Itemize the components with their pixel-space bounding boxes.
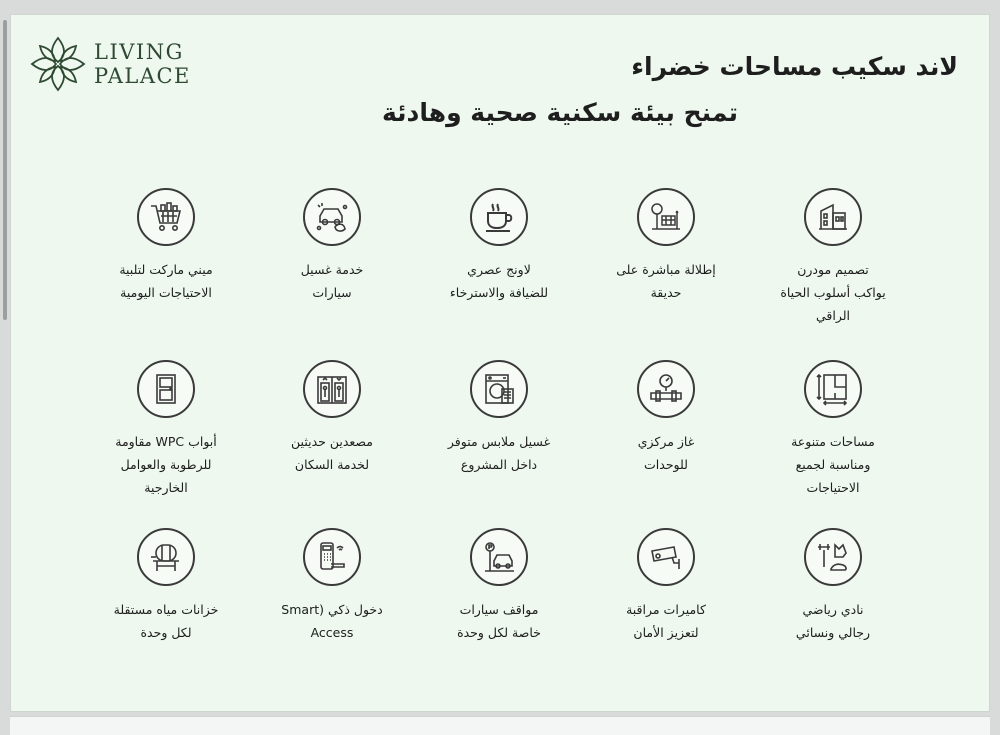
feature-label-line: خاصة لكل وحدة: [457, 625, 541, 640]
next-page-edge: [10, 716, 990, 735]
feature-cameras: [591, 528, 741, 644]
parking-icon: [481, 539, 517, 575]
feature-label-line: حديقة: [650, 285, 682, 300]
laundry-icon: [481, 371, 517, 407]
modern-building-icon: [815, 199, 851, 235]
coffee-cup-icon: [481, 199, 517, 235]
feature-parking: [424, 528, 574, 644]
water-tank-icon: [148, 539, 184, 575]
feature-label-line: Access: [310, 625, 354, 640]
feature-modern-design: [758, 188, 908, 327]
feature-laundry: [424, 360, 574, 476]
feature-label-line: ميني ماركت لتلبية: [119, 262, 213, 277]
feature-label-line: الخارجية: [144, 480, 188, 495]
floor-plan-icon: [815, 371, 851, 407]
smart-lock-icon: [314, 539, 350, 575]
feature-label-line: داخل المشروع: [460, 457, 538, 472]
page-subtitle: تمنح بيئة سكنية صحية وهادئة: [381, 98, 738, 127]
mini-market-cart-icon: [148, 199, 184, 235]
gas-meter-icon: [648, 371, 684, 407]
feature-car-wash: [257, 188, 407, 304]
feature-label-line: للضيافة والاسترخاء: [449, 285, 549, 300]
feature-label-line: للرطوبة والعوامل: [120, 457, 212, 472]
feature-label-line: تصميم مودرن: [797, 262, 869, 277]
feature-label-line: لخدمة السكان: [294, 457, 370, 472]
feature-label-line: مصعدين حديثين: [291, 434, 373, 449]
feature-label-line: لاونج عصري: [467, 262, 531, 277]
door-icon: [148, 371, 184, 407]
feature-label-line: غاز مركزي: [637, 434, 695, 449]
page-title: لاند سكيب مساحات خضراء: [631, 52, 958, 81]
feature-label-line: يواكب أسلوب الحياة: [780, 285, 886, 300]
feature-label-line: الاحتياجات: [806, 480, 860, 495]
elevator-icon: [314, 371, 350, 407]
feature-lounge: [424, 188, 574, 304]
feature-label-line: مساحات متنوعة: [791, 434, 875, 449]
brand-name-line1: LIVING: [94, 40, 184, 64]
feature-varied-spaces: [758, 360, 908, 499]
feature-label-line: سيارات: [312, 285, 352, 300]
feature-label-line: رجالي ونسائي: [795, 625, 871, 640]
feature-label-line: خدمة غسيل: [300, 262, 364, 277]
brand-name-line2: PALACE: [94, 64, 191, 88]
feature-label-line: دخول ذكي (Smart: [281, 602, 383, 617]
feature-label-line: نادي رياضي: [802, 602, 864, 617]
feature-water-tanks: [91, 528, 241, 644]
feature-label-line: لتعزيز الأمان: [633, 625, 699, 640]
garden-view-icon: [648, 199, 684, 235]
feature-smart-access: [257, 528, 407, 644]
feature-label-line: أبواب WPC مقاومة: [115, 434, 217, 449]
feature-label-line: الراقي: [815, 308, 851, 323]
car-wash-icon: [314, 199, 350, 235]
feature-label-line: غسيل ملابس متوفر: [447, 434, 551, 449]
security-camera-icon: [648, 539, 684, 575]
scrollbar[interactable]: [3, 20, 7, 320]
feature-label-line: للوحدات: [644, 457, 688, 472]
feature-label-line: إطلالة مباشرة على: [616, 262, 716, 277]
leaf-emblem-icon: [28, 34, 88, 94]
brand-logo: [28, 34, 191, 94]
feature-central-gas: [591, 360, 741, 476]
feature-garden-view: [591, 188, 741, 304]
feature-label-line: لكل وحدة: [140, 625, 192, 640]
feature-label-line: ومناسبة لجميع: [795, 457, 871, 472]
feature-label-line: مواقف سيارات: [459, 602, 539, 617]
feature-mini-market: [91, 188, 241, 304]
feature-label-line: خزانات مياه مستقلة: [113, 602, 219, 617]
feature-label-line: الاحتياجات اليومية: [120, 285, 212, 300]
feature-label-line: كاميرات مراقبة: [626, 602, 706, 617]
feature-gym: [758, 528, 908, 644]
feature-elevators: [257, 360, 407, 476]
feature-wpc-doors: [91, 360, 241, 499]
gym-icon: [815, 539, 851, 575]
